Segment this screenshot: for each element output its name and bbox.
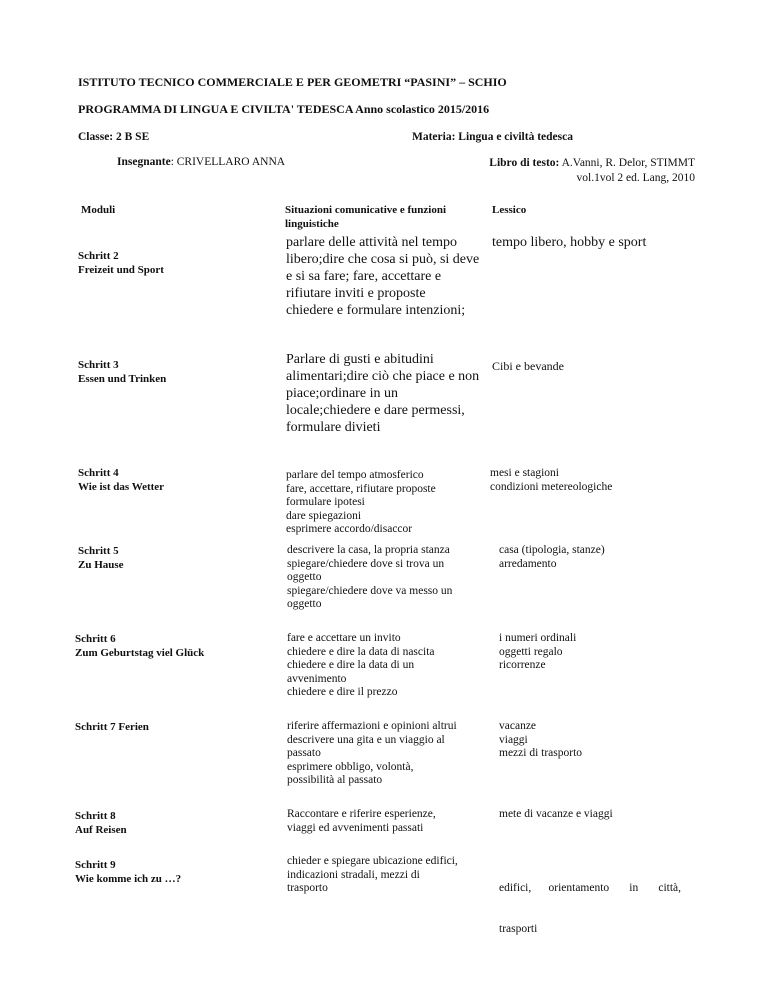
- module-label: [75, 858, 181, 886]
- function-line: parlare delle attività nel tempo: [286, 235, 458, 250]
- function-line: chiedere e dire la data di un: [287, 659, 415, 671]
- lexicon-cell: [499, 720, 582, 761]
- functions-cell: [286, 351, 491, 436]
- lexicon-cell: [499, 544, 605, 571]
- module-label: [78, 358, 166, 386]
- textbook-label: Libro di testo:: [489, 157, 560, 169]
- column-header-lessico: Lessico: [492, 204, 527, 216]
- class-label: Classe:: [78, 131, 114, 143]
- function-line: formulare divieti: [286, 420, 381, 435]
- module-number: Schritt 3: [78, 359, 119, 371]
- module-number: Schritt 8: [75, 810, 116, 822]
- function-line: locale;chiedere e dare permessi,: [286, 403, 465, 418]
- functions-cell: [287, 544, 492, 612]
- function-line: piace;ordinare in un: [286, 386, 398, 401]
- functions-cell: [287, 720, 497, 788]
- function-line: descrivere una gita e un viaggio al: [287, 733, 445, 746]
- textbook-info: [489, 156, 695, 186]
- lexicon-line: vacanze: [499, 720, 537, 732]
- lexicon-cell: [499, 808, 613, 822]
- function-line: libero;dire che cosa si può, si deve: [286, 252, 480, 267]
- functions-cell: [287, 808, 497, 835]
- module-label: [75, 720, 149, 734]
- functions-cell: [286, 469, 491, 537]
- lexicon-line: mete di vacanze e viaggi: [499, 808, 613, 820]
- function-line: spiegare/chiedere dove va messo un: [287, 584, 453, 597]
- function-line: alimentari;dire ciò che piace e non: [286, 369, 480, 384]
- function-line: oggetto: [287, 571, 322, 583]
- lexicon-line: condizioni metereologiche: [490, 480, 613, 493]
- module-title: Auf Reisen: [75, 824, 127, 836]
- lexicon-line: casa (tipologia, stanze): [499, 544, 605, 556]
- lexicon-cell: [499, 855, 681, 950]
- lexicon-line: trasporti: [499, 922, 538, 935]
- class-value: 2 B SE: [116, 131, 150, 143]
- module-title: Zum Geburtstag viel Glück: [75, 647, 205, 659]
- function-line: fare, accettare, rifiutare proposte: [286, 482, 436, 495]
- column-header-moduli: Moduli: [81, 204, 116, 216]
- module-label: [75, 632, 204, 660]
- module-label: [78, 249, 164, 277]
- function-line: viaggi ed avvenimenti passati: [287, 821, 424, 834]
- function-line: indicazioni stradali, mezzi di: [287, 868, 420, 881]
- module-number: Schritt 9: [75, 859, 116, 871]
- function-line: riferire affermazioni e opinioni altrui: [287, 720, 457, 732]
- function-line: passato: [287, 747, 321, 759]
- functions-cell: [286, 234, 491, 319]
- lexicon-cell: [490, 467, 612, 494]
- lexicon-line: Cibi e bevande: [492, 359, 564, 373]
- module-title: Zu Hause: [78, 559, 124, 571]
- function-line: oggetto: [287, 598, 322, 610]
- program-title: [78, 102, 489, 117]
- function-line: chiedere e dire il prezzo: [287, 686, 398, 698]
- textbook-line1: A.Vanni, R. Delor, STIMMT: [561, 157, 695, 169]
- function-line: Raccontare e riferire esperienze,: [287, 808, 436, 820]
- functions-cell: [287, 632, 492, 700]
- lexicon-line: arredamento: [499, 557, 557, 570]
- lexicon-line: viaggi: [499, 733, 528, 746]
- module-number: Schritt 4: [78, 467, 119, 479]
- module-title: Wie ist das Wetter: [78, 481, 165, 493]
- function-line: esprimere obbligo, volontà,: [287, 760, 414, 773]
- function-line: dare spiegazioni: [286, 509, 362, 522]
- function-line: chieder e spiegare ubicazione edifici,: [287, 855, 458, 867]
- program-name: PROGRAMMA DI LINGUA E CIVILTA' TEDESCA: [78, 102, 353, 116]
- module-number: Schritt 5: [78, 545, 119, 557]
- textbook-line2: vol.1vol 2 ed. Lang, 2010: [576, 172, 695, 184]
- lexicon-line: i numeri ordinali: [499, 632, 577, 644]
- lexicon-line: ricorrenze: [499, 659, 546, 671]
- module-label: [78, 466, 164, 494]
- lexicon-cell: [492, 234, 646, 251]
- module-number: Schritt 6: [75, 633, 116, 645]
- lexicon-line: mezzi di trasporto: [499, 747, 583, 759]
- module-label: [75, 809, 127, 837]
- function-line: avvenimento: [287, 672, 347, 685]
- module-title: Freizeit und Sport: [78, 264, 164, 276]
- function-line: descrivere la casa, la propria stanza: [287, 544, 450, 556]
- function-line: fare e accettare un invito: [287, 632, 401, 644]
- school-name: ISTITUTO TECNICO COMMERCIALE E PER GEOMETRI “PASINI” – SCHIO: [78, 75, 507, 89]
- function-line: chiedere e dire la data di nascita: [287, 645, 435, 658]
- module-title: Wie komme ich zu …?: [75, 873, 182, 885]
- function-line: trasporto: [287, 882, 328, 894]
- function-line: formulare ipotesi: [286, 496, 365, 508]
- function-line: esprimere accordo/disaccor: [286, 523, 413, 535]
- lexicon-line: mesi e stagioni: [490, 467, 559, 479]
- module-number: Schritt 2: [78, 250, 119, 262]
- functions-cell: [287, 855, 497, 896]
- function-line: parlare del tempo atmosferico: [286, 469, 424, 481]
- function-line: possibilità al passato: [287, 774, 383, 786]
- module-label: [78, 544, 124, 572]
- school-year: Anno scolastico 2015/2016: [355, 102, 490, 116]
- function-line: rifiutare inviti e proposte: [286, 286, 426, 301]
- teacher-info: [117, 156, 285, 168]
- function-line: spiegare/chiedere dove si trova un: [287, 557, 445, 570]
- class-info: [78, 131, 149, 143]
- function-line: Parlare di gusti e abitudini: [286, 352, 434, 367]
- lexicon-cell: [499, 632, 576, 673]
- teacher-label: Insegnante: [117, 156, 171, 168]
- module-title: Essen und Trinken: [78, 373, 167, 385]
- lexicon-line: edifici, orientamento in città,: [499, 882, 682, 894]
- lexicon-line: tempo libero, hobby e sport: [492, 235, 647, 250]
- column-header-situazioni: Situazioni comunicative e funzioni linguistiche: [285, 204, 447, 230]
- teacher-value: : CRIVELLARO ANNA: [170, 156, 286, 168]
- lexicon-line: oggetti regalo: [499, 645, 563, 658]
- function-line: e si sa fare; fare, accettare e: [286, 269, 442, 284]
- subject-value: Lingua e civiltà tedesca: [458, 131, 573, 143]
- module-number: Schritt 7 Ferien: [75, 721, 149, 733]
- lexicon-cell: [492, 359, 564, 374]
- subject-info: [412, 131, 573, 143]
- function-line: chiedere e formulare intenzioni;: [286, 303, 466, 318]
- subject-label: Materia:: [412, 131, 456, 143]
